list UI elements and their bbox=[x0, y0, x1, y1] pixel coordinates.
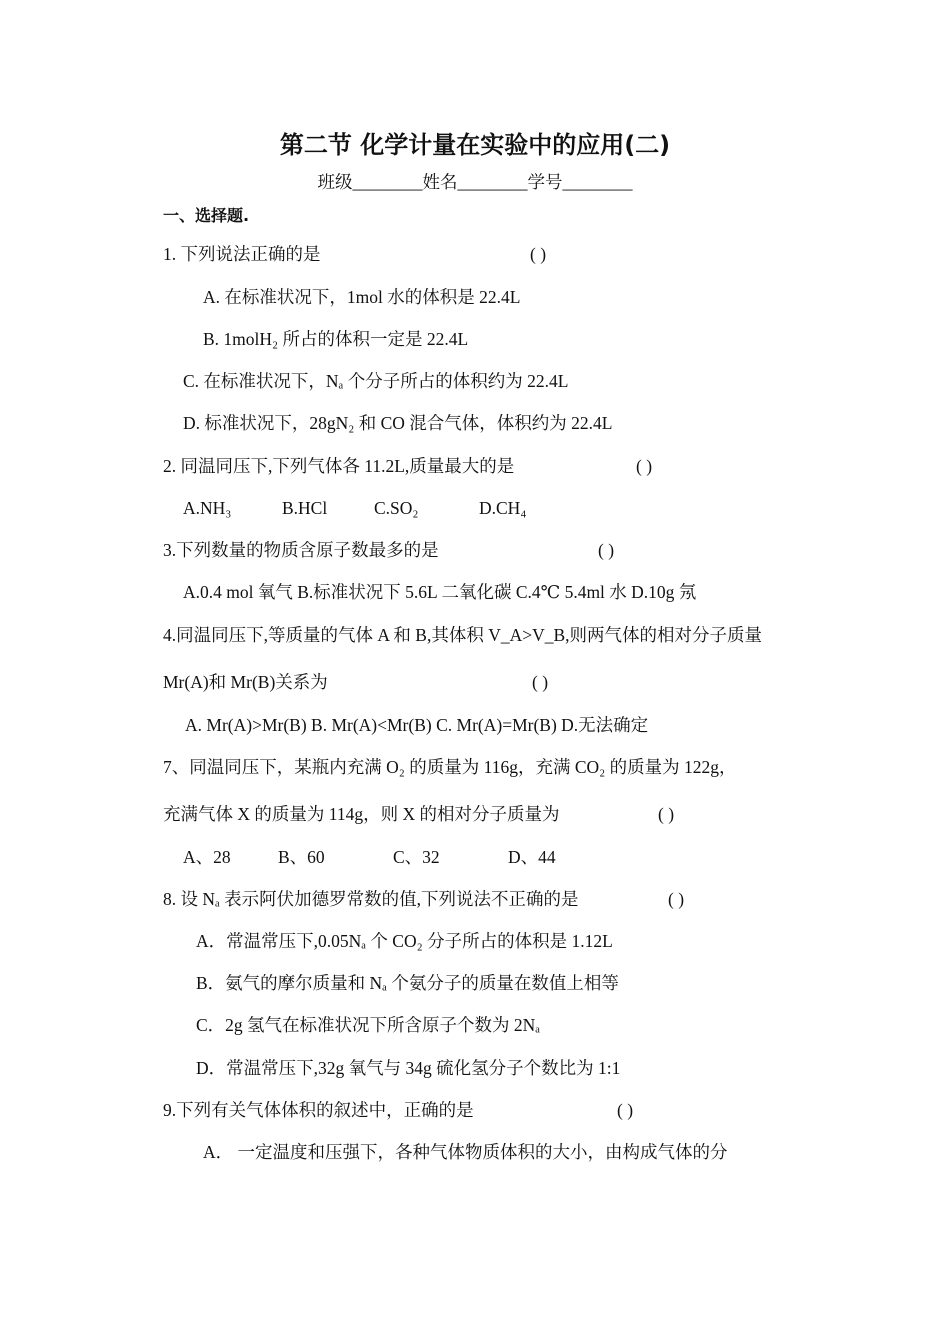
q2-stem: 2. 同温同压下,下列气体各 11.2L,质量最大的是 bbox=[163, 456, 515, 476]
q7-stem: 7、同温同压下，某瓶内充满 O₂ 的质量为 116g，充满 CO₂ 的质量为 122g， bbox=[163, 757, 737, 777]
student-info-line: 班级________姓名________学号________ bbox=[317, 172, 633, 192]
q8-option-b: B．氨气的摩尔质量和 Nₐ 个氨分子的质量在数值上相等 bbox=[196, 973, 619, 993]
q3-options: A.0.4 mol 氧气 B.标准状况下 5.6L 二氧化碳 C.4℃ 5.4ml 水 D.10g 氖 bbox=[183, 582, 697, 602]
q2-option-c: C.SO₂ bbox=[374, 498, 419, 518]
q8-stem: 8. 设 Nₐ 表示阿伏加德罗常数的值,下列说法不正确的是 bbox=[163, 889, 579, 909]
q1-stem: 1. 下列说法正确的是 bbox=[163, 244, 321, 264]
q7-option-c: C、32 bbox=[393, 847, 440, 867]
q9-answer-paren: ( ) bbox=[617, 1100, 634, 1120]
q3-stem: 3.下列数量的物质含原子数最多的是 bbox=[163, 540, 439, 560]
q4-stem-continued: Mr(A)和 Mr(B)关系为 bbox=[163, 672, 328, 692]
q7-option-d: D、44 bbox=[508, 847, 556, 867]
q4-stem: 4.同温同压下,等质量的气体 A 和 B,其体积 V_A>V_B,则两气体的相对分子质量 bbox=[163, 625, 763, 645]
q7-option-a: A、28 bbox=[183, 847, 231, 867]
q7-stem-continued: 充满气体 X 的质量为 114g，则 X 的相对分子质量为 bbox=[163, 804, 560, 824]
q4-options: A. Mr(A)>Mr(B) B. Mr(A)<Mr(B) C. Mr(A)=Mr(B) D.无法确定 bbox=[185, 715, 649, 735]
q1-option-d: D. 标准状况下，28gN₂ 和 CO 混合气体，体积约为 22.4L bbox=[183, 413, 613, 433]
q2-answer-paren: ( ) bbox=[636, 456, 653, 476]
page-title: 第二节 化学计量在实验中的应用(二) bbox=[279, 131, 671, 159]
section-heading: 一、选择题. bbox=[163, 206, 250, 225]
q1-option-a: A. 在标准状况下，1mol 水的体积是 22.4L bbox=[203, 287, 521, 307]
q2-option-a: A.NH₃ bbox=[183, 498, 232, 518]
q8-option-a: A．常温常压下,0.05Nₐ 个 CO₂ 分子所占的体积是 1.12L bbox=[196, 931, 613, 951]
q9-option-a: A． 一定温度和压强下，各种气体物质体积的大小，由构成气体的分 bbox=[203, 1142, 728, 1162]
q1-option-b: B. 1molH₂ 所占的体积一定是 22.4L bbox=[203, 329, 469, 349]
q7-answer-paren: ( ) bbox=[658, 804, 675, 824]
q3-answer-paren: ( ) bbox=[598, 540, 615, 560]
q1-option-c: C. 在标准状况下，Nₐ 个分子所占的体积约为 22.4L bbox=[183, 371, 569, 391]
q8-option-c: C．2g 氢气在标准状况下所含原子个数为 2Nₐ bbox=[196, 1015, 541, 1035]
q8-option-d: D．常温常压下,32g 氧气与 34g 硫化氢分子个数比为 1:1 bbox=[196, 1058, 621, 1078]
q9-stem: 9.下列有关气体体积的叙述中，正确的是 bbox=[163, 1100, 474, 1120]
q7-option-b: B、60 bbox=[278, 847, 325, 867]
q1-answer-paren: ( ) bbox=[530, 244, 547, 264]
q4-answer-paren: ( ) bbox=[532, 672, 549, 692]
q2-option-d: D.CH₄ bbox=[479, 498, 527, 518]
q8-answer-paren: ( ) bbox=[668, 889, 685, 909]
q2-option-b: B.HCl bbox=[282, 498, 328, 518]
